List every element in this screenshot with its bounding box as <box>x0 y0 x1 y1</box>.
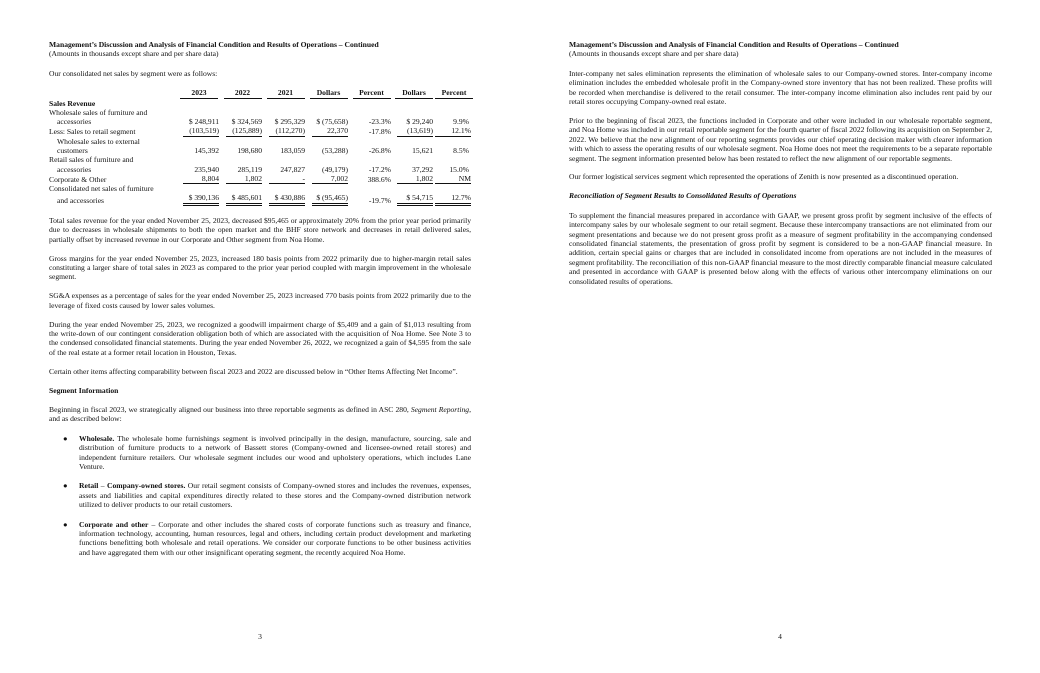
cell: (53,288) <box>322 146 348 155</box>
cell: 285,119 <box>237 164 262 174</box>
list-item <box>49 434 471 472</box>
col-header: Percent <box>353 88 391 98</box>
sales-revenue-table <box>49 88 471 206</box>
cell: -17.2% <box>368 164 391 174</box>
paragraph-gross-margins: Gross margins for the year ended November 25, 2023, increased 180 basis points from 2022 primarily due to higher-margin retail sales constituting a larger share of total sales in 2023 as compared to the prior year period coupled with margin improvement in the wholesale segment. <box>49 253 471 282</box>
segment-list <box>49 434 471 557</box>
cell: (103,519) <box>183 126 219 136</box>
right-header-subtitle: (Amounts in thousands except share and per share data) <box>569 49 739 59</box>
cell: $ (95,465) <box>312 193 348 205</box>
page-number: 3 <box>258 632 262 641</box>
table-row <box>49 174 471 184</box>
left-page-content <box>49 40 471 567</box>
table-row <box>49 126 471 136</box>
cell: - <box>269 174 305 184</box>
cell: 8.5% <box>453 146 469 155</box>
cell: -17.8% <box>368 127 391 137</box>
right-page <box>520 0 1040 673</box>
cell: 12.7% <box>435 193 471 205</box>
bullet-text: Our retail segment consists of Company-owned stores and includes the revenues, expenses, assets and liabilities and capital expenditures directly related to these stores and the Company-owned distribution network utilized to deliver products to our retail customers. <box>79 481 471 510</box>
col-header: 2022 <box>224 88 262 98</box>
paragraph-non-gaap: To supplement the financial measures prepared in accordance with GAAP, we present gross profit by segment inclusive of the effects of intercompany sales by our wholesale segment to our retail segment. Because these intercompany transactions are not eliminated from our segment presentations and because we do not present gross profit as a measure of segment profitability in the accompanying condensed consolidated financial statements, the presentation of gross profit by segment is considered to be a non-GAAP financial measure. In addition, certain special gains or charges that are included in consolidated income from operations are not included in the measures of segment profitability. The reconciliation of this non-GAAP financial measure to the most directly comparable financial measure calculated and presented in accordance with GAAP is presented below along with the effects of various other intercompany eliminations on our consolidated results of operations. <box>569 210 992 286</box>
row-label: Consolidated net sales of furniture <box>49 184 154 194</box>
page-number: 4 <box>778 632 782 641</box>
paragraph-total-sales: Total sales revenue for the year ended November 25, 2023, decreased $95,465 or approximately 20% from the prior year period primarily due to decreases in wholesale shipments to both the open market and the BHF store network and decreases in retail delivered sales, partially offset by increased revenue in our Corporate and Other segment from Noa Home. <box>49 215 471 244</box>
row-label: Corporate & Other <box>49 174 107 184</box>
cell: 388.6% <box>367 174 391 184</box>
row-label: Retail sales of furniture and <box>49 155 134 165</box>
bullet-term: Retail <box>79 481 99 491</box>
cell: 247,827 <box>280 164 305 174</box>
cell: (13,619) <box>397 126 433 136</box>
table-row <box>49 193 471 205</box>
cell: (112,270) <box>269 126 305 136</box>
table-row <box>49 146 471 155</box>
col-header: 2021 <box>267 88 305 98</box>
cell: 235,940 <box>194 164 219 174</box>
bullet-icon: ● <box>63 433 68 443</box>
bullet-term: Company-owned stores. <box>107 481 186 491</box>
cell: $ (75,658) <box>316 117 348 127</box>
cell: 183,059 <box>280 146 305 155</box>
bullet-term-sep: – <box>98 481 107 491</box>
row-label: Wholesale sales to external <box>57 136 140 146</box>
table-header-row <box>49 88 471 98</box>
cell: NM <box>435 174 471 184</box>
row-label: Less: Sales to retail segment <box>49 127 136 137</box>
cell: 145,392 <box>194 146 219 155</box>
bullet-term: Wholesale. <box>79 433 115 443</box>
cell: -26.8% <box>368 146 391 155</box>
bullet-term: Corporate and other <box>79 519 149 529</box>
col-header: Dollars <box>395 88 433 98</box>
cell: 12.1% <box>435 126 471 136</box>
col-header: 2023 <box>180 88 218 98</box>
cell: 1,802 <box>226 174 262 184</box>
cell: $ 324,569 <box>231 117 262 127</box>
cell: 15.0% <box>449 164 469 174</box>
list-item <box>49 520 471 558</box>
segment-intro-text: Beginning in fiscal 2023, we strategically aligned our business into three reportable segments as defined in ASC 280, <box>49 404 409 414</box>
cell: -19.7% <box>368 196 391 206</box>
row-label: customers <box>57 146 88 155</box>
cell: (125,889) <box>226 126 262 136</box>
table-row <box>49 165 471 174</box>
cell: 9.9% <box>453 117 469 127</box>
segment-information-heading: Segment Information <box>49 385 119 395</box>
cell: 1,802 <box>397 174 433 184</box>
bullet-text: – Corporate and other includes the shared costs of corporate functions such as treasury and finance, information technology, accounting, human resources, legal and others, including certain product development and marketing functions benefitting both wholesale and retail operations. We consider our corporate functions to be other business activities and have aggregated them with our other insignificant operating segment, the recently acquired Noa Home. <box>79 519 472 557</box>
cell: -23.3% <box>368 117 391 127</box>
paragraph-other-items: Certain other items affecting comparability between fiscal 2023 and 2022 are discussed below in “Other Items Affecting Net Income”. <box>49 366 458 376</box>
cell: 15,621 <box>412 146 433 155</box>
paragraph-intercompany: Inter-company net sales elimination represents the elimination of wholesale sales to our Company-owned stores. Inter-company income elimination includes the embedded wholesale profit in the Company-owned store inventory that has not been realized. These profits will be recorded when merchandise is delivered to the retail consumer. The inter-company income elimination also includes rent paid by our retail stores occupying Company-owned real estate. <box>569 68 992 107</box>
row-label: Wholesale sales of furniture and <box>49 107 148 117</box>
cell: $ 485,601 <box>226 193 262 205</box>
sales-intro: Our consolidated net sales by segment were as follows: <box>49 68 218 78</box>
paragraph-goodwill: During the year ended November 25, 2023, we recognized a goodwill impairment charge of $5,409 and a gain of $1,013 resulting from the write-down of our contingent consideration obligation both of which are associated with the acquisition of Noa Home. See Note 3 to the condensed consolidated financial statements. During the year ended November 26, 2022, we recognized a gain of $4,595 from the sale of the real estate at a former retail location in Houston, Texas. <box>49 319 471 357</box>
cell: 37,292 <box>412 164 433 174</box>
left-header-subtitle: (Amounts in thousands except share and per share data) <box>49 49 219 59</box>
cell: 198,680 <box>237 146 262 155</box>
cell: $ 430,886 <box>269 193 305 205</box>
row-label: and accessories <box>57 196 105 206</box>
cell: 22,370 <box>312 126 348 136</box>
bullet-text: The wholesale home furnishings segment is involved principally in the design, manufacture, sourcing, sale and distribution of furniture products to a network of Bassett stores (Company-owned and licensee-owned retail stores) and independent furniture retailers. Our wholesale segment includes our wood and upholstery operations, which includes Lane Venture. <box>79 433 471 471</box>
bullet-icon: ● <box>63 519 68 529</box>
col-header: Percent <box>435 88 473 98</box>
col-header: Dollars <box>310 88 348 98</box>
paragraph-sga: SG&A expenses as a percentage of sales for the year ended November 25, 2023 increased 770 basis points from 2022 primarily due to the leverage of fixed costs caused by lower sales volumes. <box>49 291 471 310</box>
table-row <box>49 117 471 126</box>
paragraph-logistics: Our former logistical services segment which represented the operations of Zenith is now presented as a discontinued operation. <box>569 172 959 182</box>
cell: $ 54,715 <box>397 193 433 205</box>
paragraph-realignment: Prior to the beginning of fiscal 2023, the functions included in Corporate and other were included in our wholesale reportable segment, and Noa Home was included in our retail reportable segment for the fourth quarter of fiscal 2022 following its acquisition on September 2, 2022. We believe that the new alignment of our reporting segments provides our chief operating decision maker with clearer information with which to assess the operating results of our wholesale segment. Noa Home does not meet the requirements to be a separate reportable segment. The segment information presented below has been restated to reflect the new alignment of our reportable segments. <box>569 115 992 163</box>
bullet-icon: ● <box>63 481 68 491</box>
cell: 8,804 <box>183 174 219 184</box>
cell: $ 29,240 <box>406 117 433 127</box>
cell: 7,002 <box>312 174 348 184</box>
cell: (49,179) <box>322 164 348 174</box>
segment-intro <box>49 405 471 424</box>
cell: $ 248,911 <box>188 117 219 127</box>
row-label: accessories <box>57 164 92 174</box>
right-page-content <box>569 40 992 286</box>
cell: $ 295,329 <box>274 117 305 127</box>
segment-intro-text-end: , and as described below: <box>49 404 471 424</box>
right-header-title: Management’s Discussion and Analysis of Financial Condition and Results of Operations – Continued <box>569 40 899 49</box>
table-section-label: Sales Revenue <box>49 98 96 108</box>
left-header-title: Management’s Discussion and Analysis of Financial Condition and Results of Operations – Continued <box>49 40 379 49</box>
row-label: accessories <box>57 117 92 127</box>
reconciliation-heading: Reconciliation of Segment Results to Consolidated Results of Operations <box>569 191 797 201</box>
segment-intro-italic: Segment Reporting <box>410 404 470 414</box>
list-item <box>49 481 471 509</box>
cell: $ 390,136 <box>183 193 219 205</box>
